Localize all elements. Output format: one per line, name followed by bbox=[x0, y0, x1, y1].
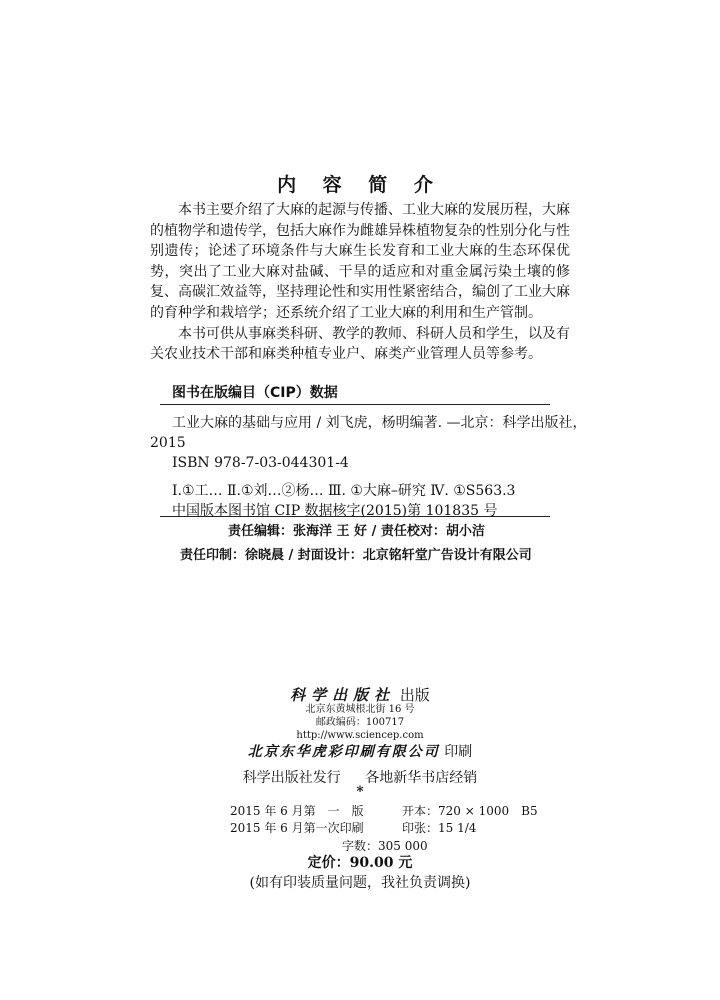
distributor: 各地新华书店经销 bbox=[365, 770, 478, 786]
publisher-website: http://www.sciencep.com bbox=[296, 730, 424, 741]
summary-paragraph-1: 本书主要介绍了大麻的起源与传播、工业大麻的发展历程，大麻的植物学和遗传学，包括大麻作为雌雄异株植物复杂的性别分化与性别遗传；论述了环境条件与大麻生长发育和工业大麻的生态环保优势，突出了工业大麻对盐碱、干旱的适应和对重金属污染土壤的修复、高碳汇效益等，坚持理论性和实用性紧密结合，编创了工业大麻的育种学和栽培学；还系统介绍了工业大麻的利用和生产管制。 bbox=[150, 202, 570, 321]
credits bbox=[0, 520, 720, 568]
sheets: 印张：15 1/4 bbox=[402, 821, 477, 835]
printer-name: 北京东华虎彩印刷有限公司 bbox=[247, 744, 440, 760]
printing-line: 2015 年 6 月第一次印刷 bbox=[230, 821, 364, 835]
cip-bibliographic-line: 工业大麻的基础与应用 / 刘飞虎，杨明编著. —北京：科学出版社， bbox=[172, 415, 587, 431]
cip-top-rule bbox=[160, 404, 550, 405]
cip-title: 图书在版编目（CIP）数据 bbox=[172, 385, 338, 401]
publisher-suffix: 出版 bbox=[399, 686, 430, 704]
summary-text bbox=[150, 200, 570, 365]
cip-classification: Ⅰ.①工… Ⅱ.①刘…②杨… Ⅲ. ①大麻–研究 Ⅳ. ①S563.3 bbox=[172, 483, 516, 499]
cip-bottom-rule bbox=[160, 516, 550, 517]
credits-production: 责任印制：徐晓晨 / 封面设计：北京铭轩堂广告设计有限公司 bbox=[180, 548, 532, 563]
summary-heading: 内 容 简 介 bbox=[277, 174, 443, 196]
printer-line bbox=[0, 741, 720, 761]
publisher-address: 北京东黄城根北街 16 号 bbox=[305, 704, 415, 715]
price: 定价：90.00 元 bbox=[307, 855, 413, 871]
edition-row-2 bbox=[230, 820, 477, 837]
cip-isbn: ISBN 978-7-03-044301-4 bbox=[172, 455, 349, 471]
separator-star: * bbox=[356, 784, 364, 800]
cip-block bbox=[150, 413, 587, 521]
publisher-name: 科学出版社 bbox=[290, 686, 396, 704]
defect-note: (如有印装质量问题，我社负责调换) bbox=[249, 875, 471, 891]
publisher-postcode: 邮政编码：100717 bbox=[315, 717, 405, 728]
edition-line: 2015 年 6 月第 一 版 bbox=[230, 804, 364, 818]
printer-suffix: 印刷 bbox=[444, 744, 473, 760]
cip-year: 2015 bbox=[150, 435, 186, 451]
word-count: 字数：305 000 bbox=[342, 839, 428, 853]
cip-number: 中国版本图书馆 CIP 数据核字(2015)第 101835 号 bbox=[172, 503, 498, 519]
edition-block bbox=[230, 803, 538, 837]
credits-editors: 责任编辑：张海洋 王 好 / 责任校对：胡小洁 bbox=[228, 524, 485, 539]
summary-paragraph-2: 本书可供从事麻类科研、教学的教师、科研人员和学生，以及有关农业技术干部和麻类种植专业户、麻类产业管理人员等参考。 bbox=[150, 325, 570, 363]
format: 开本：720 × 1000 B5 bbox=[402, 804, 538, 818]
issuer: 科学出版社发行 bbox=[242, 770, 341, 786]
publisher-line bbox=[0, 684, 720, 705]
edition-row-1 bbox=[230, 803, 538, 820]
